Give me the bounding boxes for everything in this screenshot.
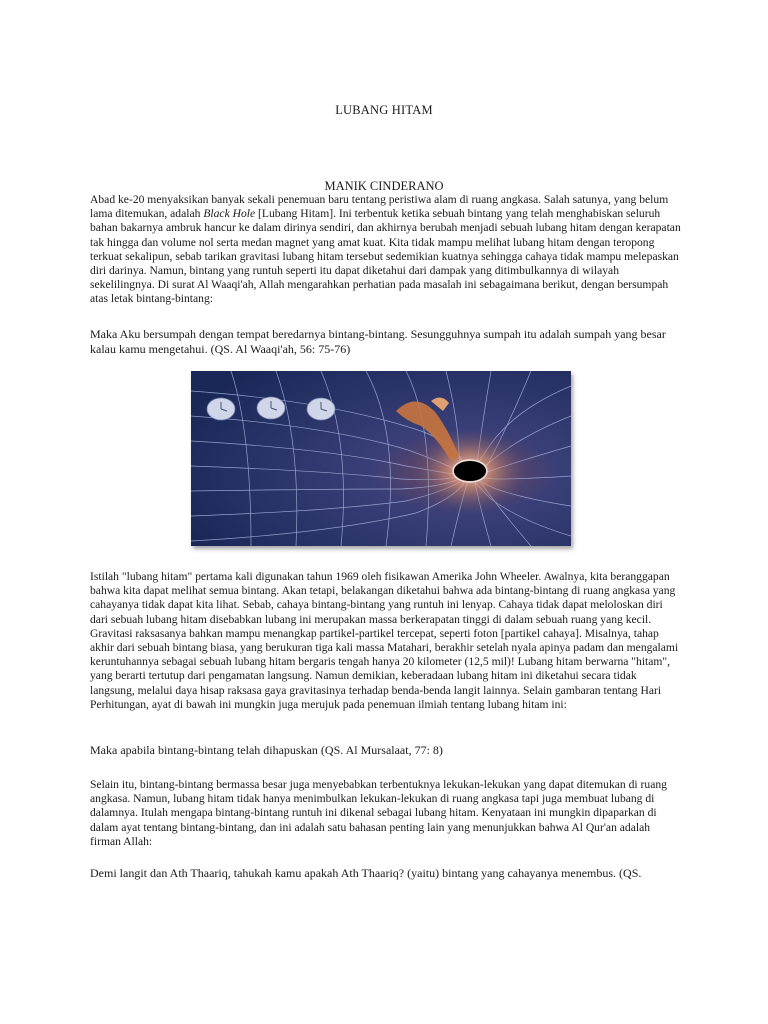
paragraph-curvature: Selain itu, bintang-bintang bermassa besar juga menyebabkan terbentuknya lekukan-lekukan yang dapat ditemukan di ruang angkasa. Namun, lubang hitam tidak hanya menimbulkan lekukan-lekukan di ruang angkasa tapi juga membuat lubang di dalamnya. Itulah mengapa bintang-bintang runtuh ini dikenal sebagai lubang hitam. Kenyataan ini mungkin dipaparkan di dalam ayat tentang bintang-bintang, dan ini adalah satu bahasan penting lain yang menunjukkan bahwa Al Qur'an adalah firman Allah: xyxy=(90,778,667,848)
author-name: MANIK CINDERANO xyxy=(324,179,444,193)
page-title: LUBANG HITAM xyxy=(335,103,433,117)
black-hole-illustration-icon xyxy=(191,371,571,546)
paragraph-wheeler: Istilah "lubang hitam" pertama kali digunakan tahun 1969 oleh fisikawan Amerika John Wheeler. Awalnya, kita beranggapan bahwa kita dapat melihat semua bintang. Akan tetapi, belakangan diketahui bahwa ada bintang-bintang di ruang angkasa yang cahayanya tidak dapat kita lihat. Sebab, cahaya bintang-bintang yang runtuh ini lenyap. Cahaya tidak dapat meloloskan diri dari sebuah lubang hitam disebabkan lubang ini merupakan massa berkerapatan tinggi di dalam sebuah ruang yang kecil. Gravitasi raksasanya bahkan mampu menangkap partikel-partikel tercepat, seperti foton [partikel cahaya]. Misalnya, tahap akhir dari sebuah bintang biasa, yang berukuran tiga kali massa Matahari, berakhir setelah nyala apinya padam dan mengalami keruntuhannya sebagai sebuah lubang hitam bergaris tengah hanya 20 kilometer (12,5 mil)! Lubang hitam berwarna "hitam", yang berarti tertutup dari pengamatan langsung. Namun demikian, keberadaan lubang hitam ini diketahui secara tidak langsung, melalui daya hisap raksasa gaya gravitasinya terhadap benda-benda langit lainnya. Selain gambaran tentang Hari Perhitungan, ayat di bawah ini mungkin juga merujuk pada penemuan ilmiah tentang lubang hitam ini: xyxy=(90,570,679,711)
paragraph-intro-text-a: Abad ke-20 menyaksikan banyak sekali penemuan baru tentang peristiwa alam di ruang angkasa. Salah satunya, yang belum lama ditemukan, adalah xyxy=(90,193,669,221)
quran-quote-waqiah: Maka Aku bersumpah dengan tempat beredarnya bintang-bintang. Sesungguhnya sumpah itu adalah sumpah yang besar kalau kamu mengetahui. (QS. Al Waaqi'ah, 56: 75-76) xyxy=(90,327,666,356)
quran-quote-mursalaat: Maka apabila bintang-bintang telah dihapuskan (QS. Al Mursalaat, 77: 8) xyxy=(90,743,443,757)
paragraph-intro xyxy=(90,193,682,307)
paragraph-intro-text-b: [Lubang Hitam]. Ini terbentuk ketika sebuah bintang yang telah menghabiskan seluruh bahan bakarnya ambruk hancur ke dalam dirinya sendiri, dan akhirnya berubah menjadi sebuah lubang hitam dengan kerapatan tak hingga dan volume nol serta medan magnet yang amat kuat. Kita tidak mampu melihat lubang hitam dengan teropong terkuat sekalipun, sebab tarikan gravitasi lubang hitam tersebut sedemikian kuatnya sehingga cahaya tidak mampu melepaskan diri darinya. Namun, bintang yang runtuh seperti itu dapat diketahui dari dampak yang ditimbulkannya di wilayah sekelilingnya. Di surat Al Waaqi'ah, Allah mengarahkan perhatian pada masalah ini sebagaimana berikut, dengan bersumpah atas letak bintang-bintang: xyxy=(90,207,681,306)
quran-quote-thaariq: Demi langit dan Ath Thaariq, tahukah kamu apakah Ath Thaariq? (yaitu) bintang yang cahayanya menembus. (QS. xyxy=(90,866,642,880)
black-hole-figure xyxy=(191,371,571,546)
black-hole-term: Black Hole xyxy=(203,207,256,221)
